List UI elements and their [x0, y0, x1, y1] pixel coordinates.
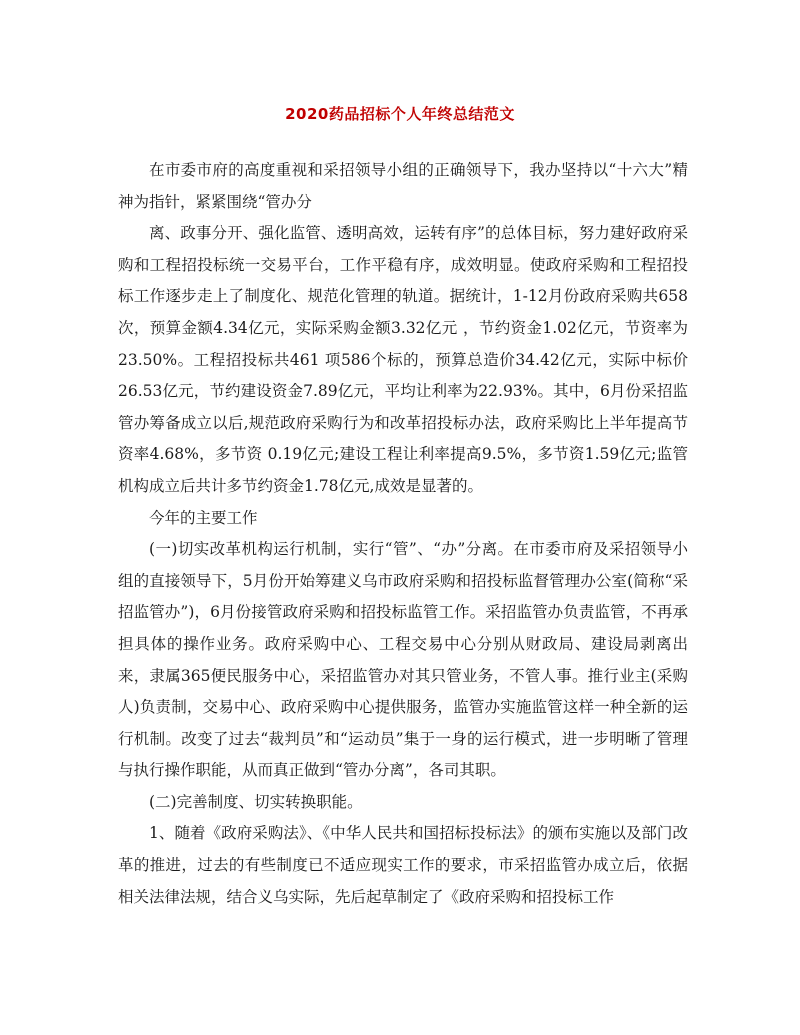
paragraph-intro-1: 在市委市府的高度重视和采招领导小组的正确领导下，我办坚持以“十六大”精神为指针，紧紧围绕“管办分 — [118, 161, 688, 211]
document-body — [118, 155, 688, 913]
paragraph-section-1: (一)切实改革机构运行机制，实行“管”、“办”分离。在市委市府及采招领导小组的直接领导下，5月份开始筹建义乌市政府采购和招投标监督管理办公室(简称“采招监管办”)，6月份接管政府采购和招投标监管工作。采招监管办负责监管，不再承担具体的操作业务。政府采购中心、工程交易中心分别从财政局、建设局剥离出来，隶属365便民服务中心，采招监管办对其只管业务，不管人事。推行业主(采购人)负责制，交易中心、政府采购中心提供服务，监管办实施监管这样一种全新的运行机制。改变了过去“裁判员”和“运动员”集于一身的运行模式，进一步明晰了管理与执行操作职能，从而真正做到“管办分离”，各司其职。 — [118, 540, 688, 780]
paragraph-section-2-item-1: 1、随着《政府采购法》、《中华人民共和国招标投标法》的颁布实施以及部门改革的推进，过去的有些制度已不适应现实工作的要求，市采招监管办成立后，依据相关法律法规，结合义乌实际，先后起草制定了《政府采购和招投标工作 — [118, 824, 688, 906]
section-heading-2: (二)完善制度、切实转换职能。 — [149, 792, 363, 811]
paragraph-intro-2: 离、政事分开、强化监管、透明高效，运转有序”的总体目标，努力建好政府采购和工程招投标统一交易平台，工作平稳有序，成效明显。使政府采购和工程招投标工作逐步走上了制度化、规范化管理的轨道。据统计，1-12月份政府采购共658次，预算金额4.34亿元，实际采购金额3.32亿元 ，节约资金1.02亿元，节资率为23.50%。工程招投标共461 项586个标的，预算总造价34.42亿元，实际中标价26.53亿元，节约建设资金7.89亿元，平均让利率为22.93%。其中，6月份采招监管办筹备成立以后,规范政府采购行为和改革招投标办法，政府采购比上半年提高节资率4.68%，多节资 0.19亿元;建设工程让利率提高9.5%，多节资1.59亿元;监管机构成立后共计多节约资金1.78亿元,成效是显著的。 — [118, 224, 688, 495]
section-heading-main-work: 今年的主要工作 — [149, 508, 258, 527]
document-title: 2020药品招标个人年终总结范文 — [285, 105, 515, 123]
